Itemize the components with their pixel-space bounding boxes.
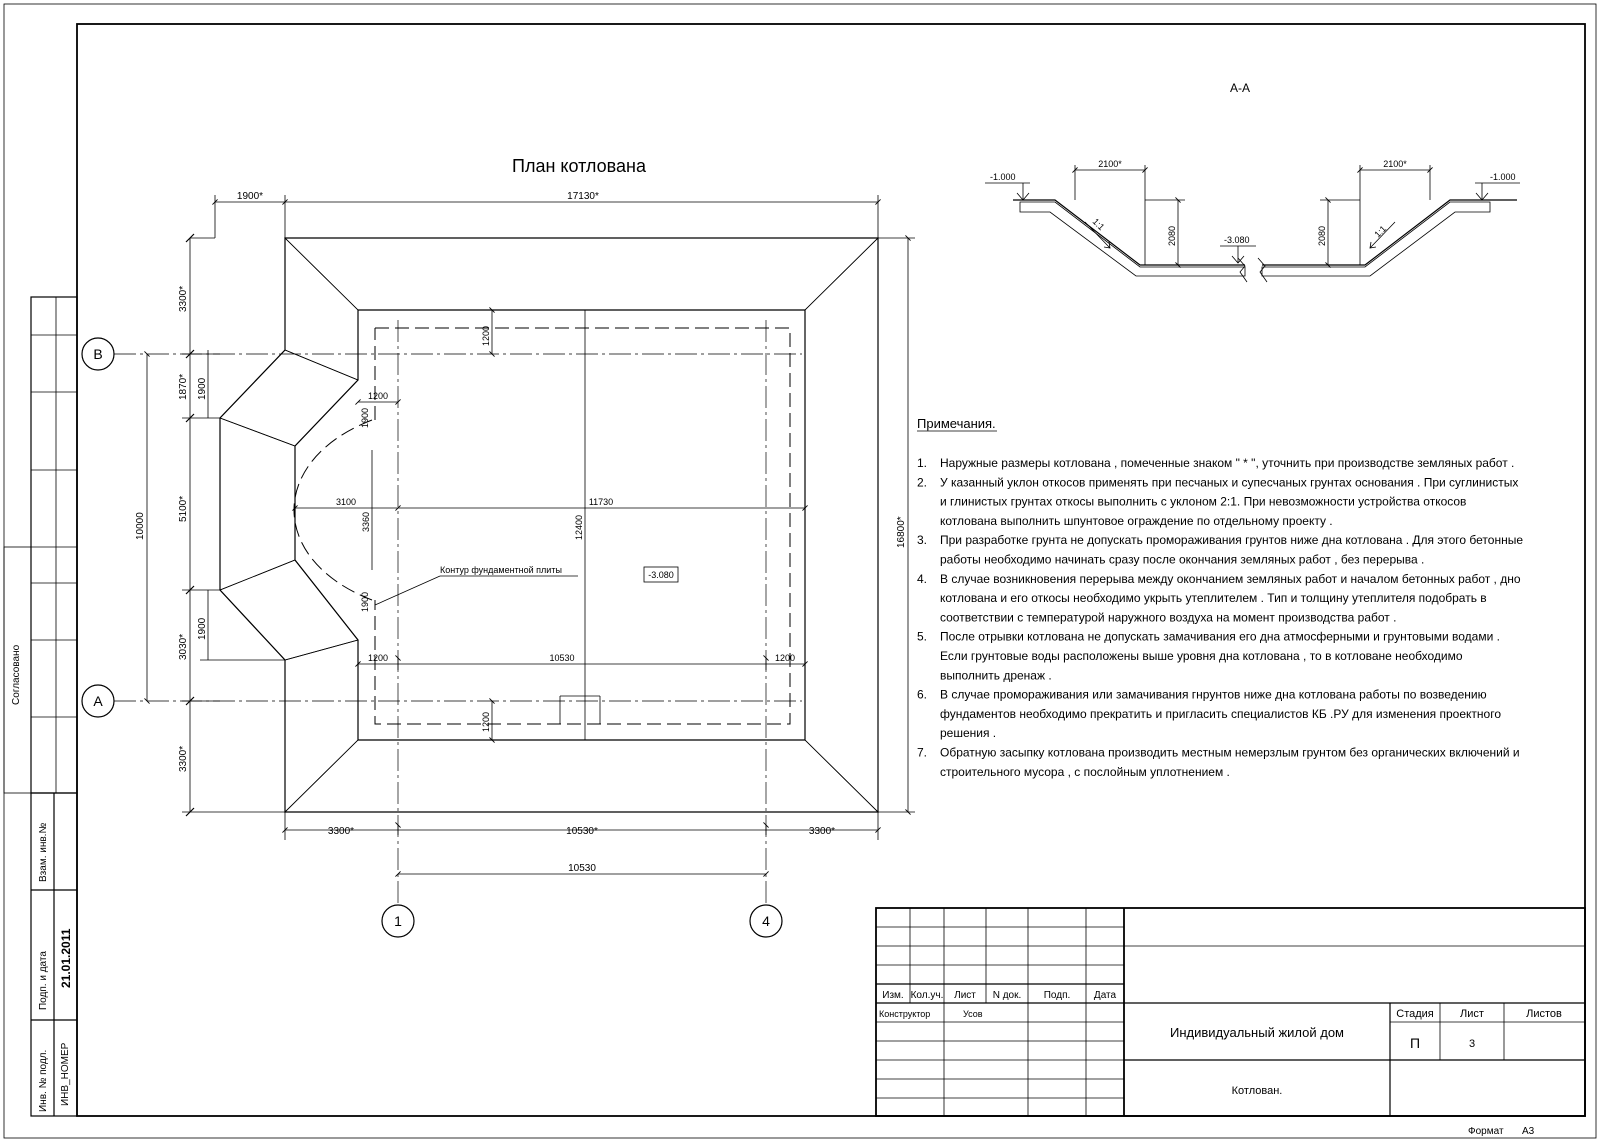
sheet-label: Лист [1460,1008,1484,1020]
title-block [876,908,1585,1116]
dim-inner-11730: 11730 [588,497,614,507]
dim-inner-3100: 3100 [335,497,357,507]
axis-bubble-b [82,338,114,370]
dim-left-10000: 10000 [135,512,146,540]
slope-bay-side [220,418,295,590]
dim-left-3300-bottom: 3300* [178,745,189,772]
note-line: решения . [940,726,997,741]
svg-text:В: В [93,346,103,362]
note-number: 4. [917,571,928,586]
note-number: 6. [917,687,928,702]
note-line: котлована выполнить шпунтовое ограждение по отдельному проекту . [940,513,1333,528]
dim-bottom-left: 3300* [327,826,355,837]
inv-number: ИНВ_НОМЕР [60,1042,71,1106]
inv-podl-label: Инв. № подл. [38,1049,49,1112]
dim-inner-3360: 3360 [361,511,371,532]
slab-contour-label: Контур фундаментной плиты [440,565,562,575]
col-data: Дата [1093,990,1117,1001]
section-right-level: -1.000 [1490,172,1516,182]
slope-left-upper [285,238,358,380]
section-a-a [985,81,1520,282]
soglasovano-label: Согласовано [11,644,22,705]
dim-left-3300-top: 3300* [178,285,189,312]
dim-inner-1200-bl: 1200 [367,653,389,663]
dim-inner-1200-left: 1200 [367,391,389,401]
section-title: А-А [1229,81,1251,95]
col-n-dok: N док. [992,990,1022,1001]
role-label: Конструктор [879,1009,931,1019]
note-line: строительного мусора , с послойным уплотнением . [940,764,1230,779]
svg-text:4: 4 [762,913,770,929]
note-line: Если грунтовые воды расположены выше уровня дна котлована , то в котловане необходимо [940,649,1463,663]
dim-inner-10530: 10530 [549,653,575,663]
pit-bottom-elevation: -3.080 [648,570,674,580]
slope-top [285,238,878,310]
section-right-width: 2100* [1383,159,1407,169]
dim-inner-1900-lower: 1900 [360,591,370,612]
note-number: 5. [917,629,928,644]
drawing-name: Котлован. [1231,1085,1283,1097]
pit-bottom-outline [295,310,805,740]
format-label: Формат [1468,1126,1504,1137]
dim-left-1900-b: 1900 [197,617,208,640]
note-line: В случае возникновения перерыва между окончанием земляных работ и началом бетонных работ , дно [940,571,1521,586]
svg-text:1: 1 [394,913,402,929]
section-bottom-level: -3.080 [1224,235,1250,245]
note-line: После отрывки котлована не допускать замачивания его дна атмосферными и грунтовыми водами . [940,629,1500,644]
note-line: Наружные размеры котлована , помеченные знаком " * ", уточнить при производстве земляных работ . [940,456,1515,470]
slope-bottom [285,740,878,812]
note-line: работы необходимо начинать сразу после окончания земляных работ , без перерыва . [940,552,1425,567]
dim-top-left: 1900* [236,191,264,202]
dim-left-5100: 5100* [178,495,189,522]
dim-inner-1200-top: 1200 [481,325,491,346]
axis-bubble-1 [382,905,414,937]
section-left-level: -1.000 [990,172,1016,182]
plan-title: План котлована [512,156,646,176]
sheet-value: 3 [1468,1038,1476,1050]
sheets-label: Листов [1526,1008,1562,1020]
svg-text:А: А [93,693,103,709]
section-left-width: 2100* [1098,159,1122,169]
col-kol-uch: Кол.уч. [910,990,944,1001]
note-number: 2. [917,475,928,490]
col-list: Лист [954,990,976,1001]
note-line: Обратную засыпку котлована производить местным немерзлым грунтом без органических включений и [940,745,1520,760]
pit-top-outline [220,238,878,812]
note-line: При разработке грунта не допускать промораживания грунтов ниже дна котлована . Для этого бетонные [940,533,1524,548]
dim-left-1870: 1870* [178,373,189,400]
col-izm: Изм. [882,990,904,1001]
stage-value: П [1409,1035,1421,1051]
note-line: выполнить дренаж . [940,668,1052,683]
note-line: фундаментов необходимо прекратить и пригласить специалистов КБ .РУ для изменения проектного [940,706,1501,721]
stage-label: Стадия [1396,1008,1434,1020]
section-left-depth: 2080 [1167,225,1177,246]
dim-inner-12400: 12400 [574,514,584,540]
dim-left-3030: 3030* [178,633,189,660]
axis-bubble-4 [750,905,782,937]
dim-top-total: 17130* [567,191,599,202]
designer-name: Усов [963,1009,983,1019]
dim-bottom-mid: 10530* [566,826,598,837]
note-line: котлована и его откосы необходимо укрыть утеплителем . Тип и толщину утеплителя подобрать в [940,591,1487,606]
section-left-slope: 1:1 [1090,216,1107,233]
note-number: 3. [917,533,928,548]
note-line: соответствии с температурой наружного воздуха на момент производства работ . [940,610,1397,625]
col-podp: Подп. [1043,990,1071,1001]
dim-axis-span: 10530 [568,863,596,874]
note-line: У казанный уклон откосов применять при песчаных и супесчаных грунтах основания . При суглинистых [940,475,1519,490]
project-name: Индивидуальный жилой дом [1169,1025,1345,1040]
dim-inner-1200-br: 1200 [774,653,796,663]
note-number: 7. [917,745,928,760]
section-right-slope: 1:1 [1372,223,1389,240]
dim-left-1900-a: 1900 [197,377,208,400]
side-stamp [4,297,77,1116]
note-line: В случае промораживания или замачивания гнрунтов ниже дна котлована работы по возведению [940,687,1487,702]
dim-inner-1200-bottom: 1200 [481,711,491,732]
note-number: 1. [917,456,928,470]
notes [917,416,1523,779]
slope-right [805,238,878,812]
dim-inner-1900-upper: 1900 [360,407,370,428]
pit-plan [82,156,915,937]
section-right-depth: 2080 [1317,225,1327,246]
vzam-inv-label: Взам. инв.№ [38,822,49,882]
format-value: А3 [1522,1126,1535,1137]
axis-bubble-a [82,685,114,717]
slope-bay-upper [220,350,358,446]
dim-right-16800: 16800* [896,516,907,548]
note-line: и глинистых грунтах откосы выполнить с уклоном 2:1. При невозможности устройства откосов [940,494,1467,509]
slope-left-lower [285,640,358,812]
sign-date: 21.01.2011 [59,928,73,988]
slope-bay-lower [220,560,358,660]
dim-bottom-right: 3300* [808,826,836,837]
podp-data-label: Подп. и дата [38,951,49,1010]
notes-title: Примечания. [917,416,996,431]
notes-list [917,456,1523,779]
